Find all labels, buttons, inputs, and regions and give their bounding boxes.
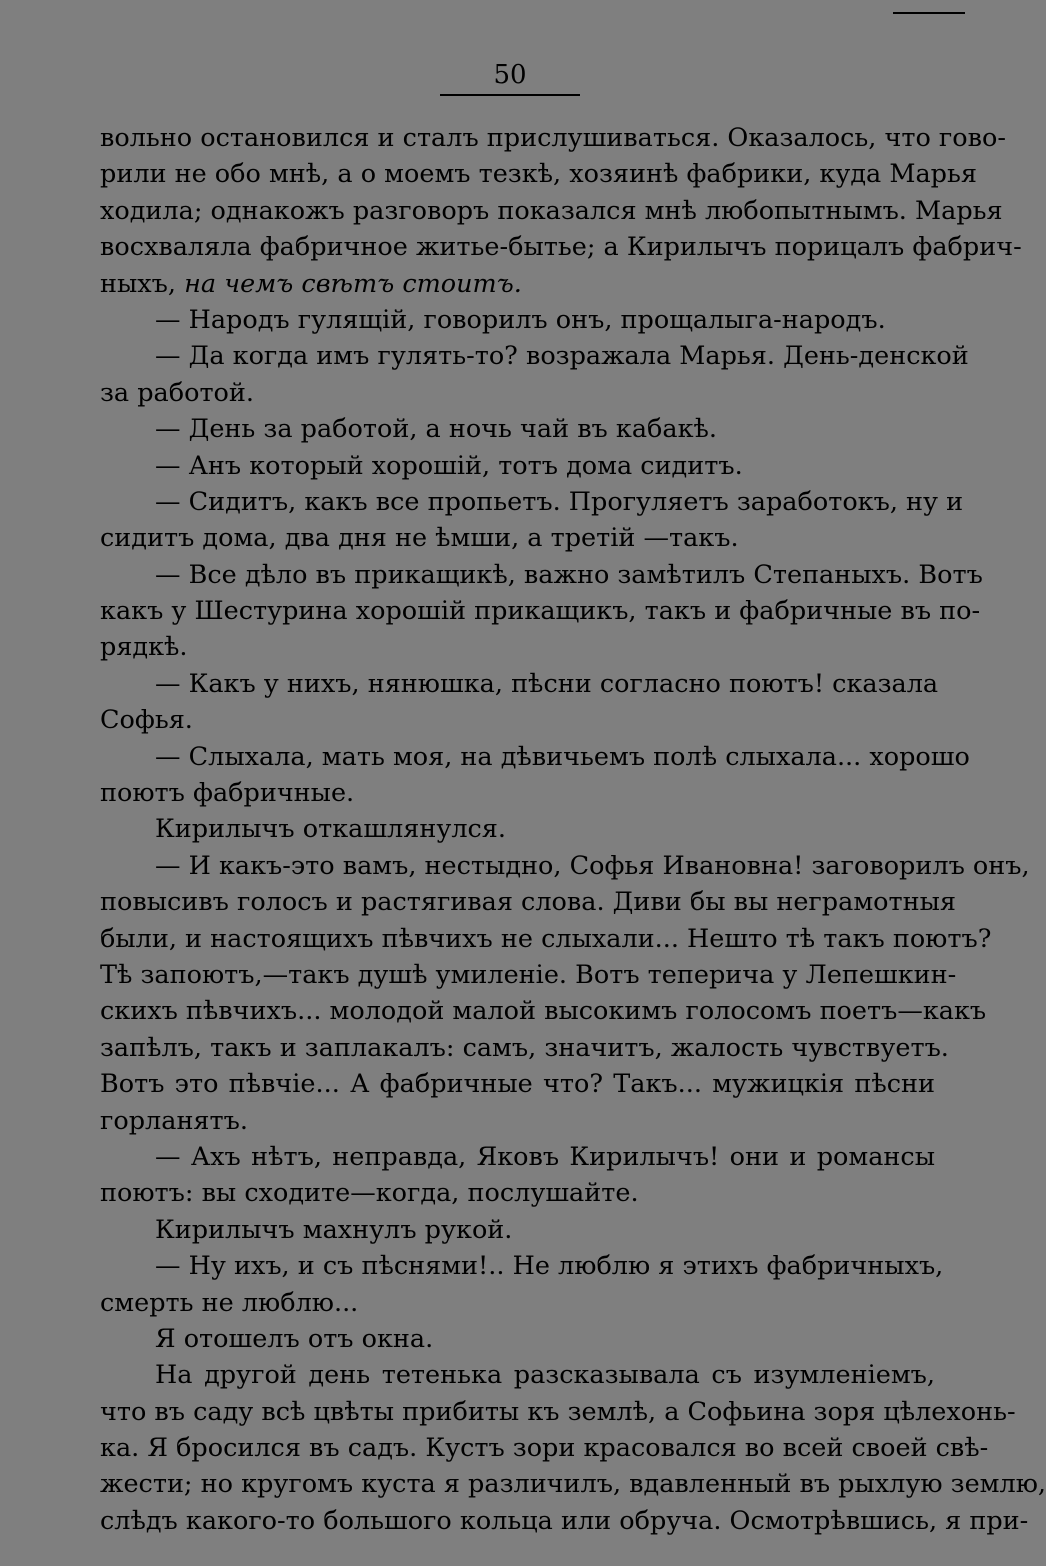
text-line bbox=[100, 775, 935, 811]
text-line bbox=[100, 193, 1003, 229]
text-line-content: горланятъ. bbox=[100, 1105, 248, 1136]
text-line bbox=[100, 593, 981, 629]
text-line bbox=[100, 266, 935, 302]
text-line-content: — Народъ гулящій, говорилъ онъ, прощалыга-народъ. bbox=[155, 304, 886, 335]
text-line bbox=[100, 921, 992, 957]
page-number-underline bbox=[440, 94, 580, 96]
text-line-content: На другой день тетенька разсказывала съ изумленіемъ, bbox=[155, 1360, 935, 1391]
text-line-content: ходила; однакожъ разговоръ показался мнѣ любопытнымъ. Марья bbox=[100, 195, 1003, 226]
text-line bbox=[100, 302, 935, 338]
text-line bbox=[100, 739, 970, 775]
text-line bbox=[100, 484, 964, 520]
text-line-content: какъ у Шестурина хорошій прикащикъ, такъ и фабричные въ по- bbox=[100, 596, 981, 627]
text-line-content: — Все дѣло въ прикащикѣ, важно замѣтилъ Степаныхъ. Вотъ bbox=[155, 559, 983, 590]
text-line-content: жести; но кругомъ куста я различилъ, вдавленный въ рыхлую землю, bbox=[100, 1469, 1046, 1500]
text-line-content: рядкѣ. bbox=[100, 632, 188, 663]
text-line bbox=[100, 1248, 944, 1284]
text-line-content: рили не обо мнѣ, а о моемъ тезкѣ, хозяинѣ фабрики, куда Марья bbox=[100, 159, 977, 190]
text-line-content: — Ну ихъ, и съ пѣснями!.. Не люблю я этихъ фабричныхъ, bbox=[155, 1251, 944, 1282]
text-line-content: поютъ: вы сходите—когда, послушайте. bbox=[100, 1178, 639, 1209]
text-line bbox=[100, 375, 935, 411]
page-number: 50 bbox=[493, 60, 527, 90]
text-line bbox=[100, 1103, 935, 1139]
text-line bbox=[100, 411, 935, 447]
text-line bbox=[100, 1357, 935, 1393]
text-line bbox=[100, 1175, 935, 1211]
text-line-content: поютъ фабричные. bbox=[100, 778, 355, 809]
text-line-content: — День за работой, а ночь чай въ кабакѣ. bbox=[155, 414, 717, 445]
text-line-content: Кирилычъ махнулъ рукой. bbox=[155, 1214, 513, 1245]
text-line-content: запѣлъ, такъ и заплакалъ: самъ, значитъ, жалость чувствуетъ. bbox=[100, 1032, 949, 1063]
text-line bbox=[100, 1139, 935, 1175]
text-line bbox=[100, 1321, 935, 1357]
text-line bbox=[100, 666, 939, 702]
text-line-content: — Ахъ нѣтъ, неправда, Яковъ Кирилычъ! они и романсы bbox=[155, 1141, 935, 1172]
text-line-content: что въ саду всѣ цвѣты прибиты къ землѣ, а Софьина зоря цѣлехонь- bbox=[100, 1396, 1016, 1427]
text-line-content: сидитъ дома, два дня не ѣмши, а третій —такъ. bbox=[100, 523, 739, 554]
text-line bbox=[100, 1030, 949, 1066]
text-line bbox=[100, 884, 956, 920]
text-line bbox=[100, 229, 1022, 265]
text-line bbox=[100, 338, 969, 374]
text-line-content: — Слыхала, мать моя, на дѣвичьемъ полѣ слыхала... хорошо bbox=[155, 741, 970, 772]
text-line bbox=[100, 629, 935, 665]
text-line-content: восхваляла фабричное житье-бытье; а Кирилычъ порицалъ фабрич- bbox=[100, 232, 1022, 263]
text-line-content: слѣдъ какого-то большого кольца или обруча. Осмотрѣвшись, я при- bbox=[100, 1505, 1029, 1536]
text-line-content: — Анъ который хорошій, тотъ дома сидитъ. bbox=[155, 450, 743, 481]
text-line bbox=[100, 1212, 935, 1248]
text-line-content: за работой. bbox=[100, 377, 255, 408]
page-text bbox=[100, 120, 1046, 1539]
text-line-content: — Какъ у нихъ, нянюшка, пѣсни согласно поютъ! сказала bbox=[155, 668, 939, 699]
text-line-content: ныхъ, bbox=[100, 268, 185, 299]
text-line-content: ка. Я бросился въ садъ. Кустъ зори красовался во всей своей свѣ- bbox=[100, 1433, 989, 1464]
italic-phrase: на чемъ свѣтъ стоитъ. bbox=[184, 268, 522, 299]
text-line bbox=[100, 1394, 1016, 1430]
text-line bbox=[100, 811, 935, 847]
text-line bbox=[100, 557, 983, 593]
text-line bbox=[100, 156, 977, 192]
text-line bbox=[100, 1066, 935, 1102]
text-line bbox=[100, 448, 935, 484]
top-corner-rule bbox=[893, 12, 965, 14]
text-line-content: Кирилычъ откашлянулся. bbox=[155, 814, 506, 845]
text-line-content: — И какъ-это вамъ, нестыдно, Софья Ивановна! заговорилъ онъ, bbox=[155, 850, 1030, 881]
text-line bbox=[100, 520, 935, 556]
text-line bbox=[100, 957, 957, 993]
text-line-content: — Сидитъ, какъ все пропьетъ. Прогуляетъ заработокъ, ну и bbox=[155, 486, 964, 517]
text-line bbox=[100, 1466, 1046, 1502]
text-line-content: Софья. bbox=[100, 705, 193, 736]
text-line-content: — Да когда имъ гулять-то? возражала Марья. День-денской bbox=[155, 341, 969, 372]
text-line bbox=[100, 993, 987, 1029]
text-line bbox=[100, 120, 1006, 156]
text-line bbox=[100, 1430, 989, 1466]
text-line-content: повысивъ голосъ и растягивая слова. Диви бы вы неграмотныя bbox=[100, 887, 956, 918]
text-line-content: смерть не люблю... bbox=[100, 1287, 359, 1318]
text-line-content: Я отошелъ отъ окна. bbox=[155, 1323, 434, 1354]
text-line-content: вольно остановился и сталъ прислушиваться. Оказалось, что гово- bbox=[100, 123, 1006, 153]
text-line bbox=[100, 702, 935, 738]
text-line-content: Тѣ запоютъ,—такъ душѣ умиленіе. Вотъ теперича у Лепешкин- bbox=[100, 959, 957, 990]
text-line bbox=[100, 848, 1030, 884]
text-line-content: были, и настоящихъ пѣвчихъ не слыхали... Нешто тѣ такъ поютъ? bbox=[100, 923, 992, 954]
text-line bbox=[100, 1503, 1029, 1539]
text-line-content: Вотъ это пѣвчіе... А фабричные что? Такъ... мужицкія пѣсни bbox=[100, 1069, 935, 1100]
text-line-content: скихъ пѣвчихъ... молодой малой высокимъ голосомъ поетъ—какъ bbox=[100, 996, 987, 1027]
text-line bbox=[100, 1285, 935, 1321]
